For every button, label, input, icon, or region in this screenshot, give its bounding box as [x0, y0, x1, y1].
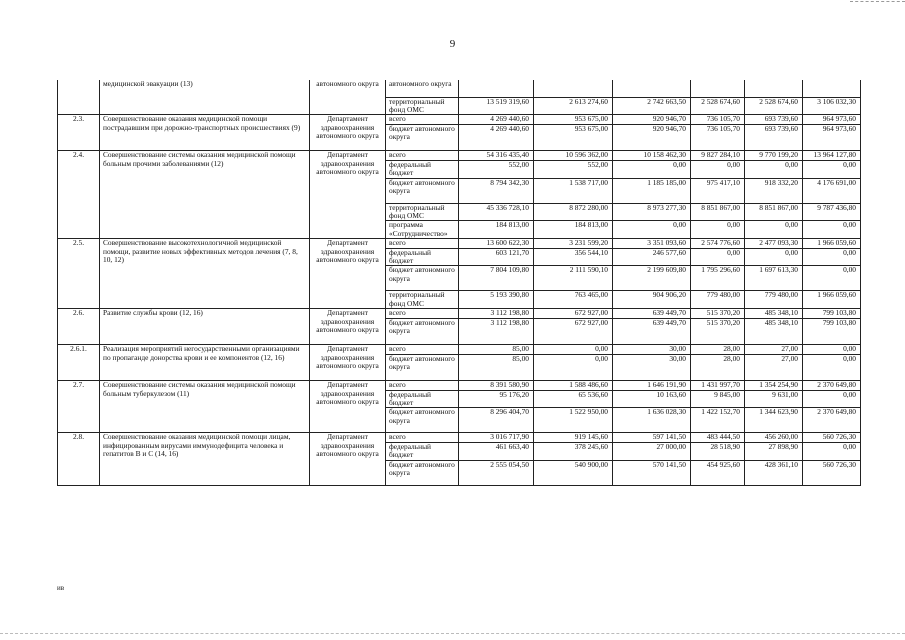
- amount-year: 1 966 059,60: [803, 291, 861, 309]
- funding-source: бюджет автономного округа: [386, 178, 459, 203]
- amount-year: 0,00: [803, 160, 861, 178]
- amount-year: 2 528 674,60: [691, 97, 745, 115]
- page-number: 9: [449, 38, 456, 50]
- amount-total: 603 121,70: [459, 248, 534, 266]
- amount-total: 85,00: [459, 345, 534, 354]
- funding-source: всего: [386, 433, 459, 442]
- amount-year: 27,00: [745, 354, 803, 381]
- amount-year: 964 973,60: [803, 115, 861, 124]
- amount-year: 1 636 028,30: [613, 408, 691, 433]
- amount-year: 779 480,00: [691, 291, 745, 309]
- funding-source: бюджет автономного округа: [386, 318, 459, 345]
- funding-source: федеральный бюджет: [386, 390, 459, 408]
- table-row: [58, 239, 861, 248]
- amount-year: 639 449,70: [613, 309, 691, 318]
- amount-year: 540 900,00: [534, 460, 613, 485]
- amount-year: 920 946,70: [613, 115, 691, 124]
- amount-year: 552,00: [534, 160, 613, 178]
- amount-total: 2 555 054,50: [459, 460, 534, 485]
- amount-year: 356 544,10: [534, 248, 613, 266]
- amount-year: 0,00: [745, 221, 803, 239]
- amount-year: 27,00: [745, 345, 803, 354]
- amount-total: 5 193 390,80: [459, 291, 534, 309]
- funding-source: бюджет автономного округа: [386, 460, 459, 485]
- amount-total: 8 794 342,30: [459, 178, 534, 203]
- amount-total: 3 016 717,90: [459, 433, 534, 442]
- amount-year: 28,00: [691, 345, 745, 354]
- amount-year: 0,00: [613, 160, 691, 178]
- amount-year: 515 370,20: [691, 318, 745, 345]
- executor: Департамент здравоохранения автономного округа: [310, 433, 386, 485]
- amount-total: 8 391 580,90: [459, 381, 534, 390]
- amount-year: 918 332,20: [745, 178, 803, 203]
- amount-year: [534, 80, 613, 97]
- funding-source: программа «Сотрудничество»: [386, 221, 459, 239]
- measure-name: Реализация мероприятий негосударственными организациями по пропаганде донорства крови и ее компонентов (12, 16): [100, 345, 310, 381]
- amount-year: 975 417,10: [691, 178, 745, 203]
- amount-year: 30,00: [613, 354, 691, 381]
- amount-year: 9 845,00: [691, 390, 745, 408]
- amount-year: 456 260,00: [745, 433, 803, 442]
- amount-year: 2 528 674,60: [745, 97, 803, 115]
- amount-year: 920 946,70: [613, 124, 691, 151]
- measure-name: Совершенствование системы оказания медицинской помощи больным туберкулезом (11): [100, 381, 310, 433]
- funding-source: бюджет автономного округа: [386, 354, 459, 381]
- amount-year: 1 431 997,70: [691, 381, 745, 390]
- amount-year: 0,00: [613, 221, 691, 239]
- amount-total: 8 296 404,70: [459, 408, 534, 433]
- amount-year: 2 477 093,30: [745, 239, 803, 248]
- amount-year: 953 675,00: [534, 124, 613, 151]
- amount-year: [745, 80, 803, 97]
- amount-year: 184 813,00: [534, 221, 613, 239]
- amount-total: 3 112 198,80: [459, 318, 534, 345]
- amount-year: 1 795 296,60: [691, 266, 745, 291]
- amount-year: 3 231 599,20: [534, 239, 613, 248]
- amount-year: 8 872 280,00: [534, 203, 613, 221]
- funding-source: всего: [386, 381, 459, 390]
- amount-year: 2 199 609,80: [613, 266, 691, 291]
- amount-year: 27 898,90: [745, 442, 803, 460]
- amount-year: 1 538 717,00: [534, 178, 613, 203]
- amount-total: 13 519 319,60: [459, 97, 534, 115]
- amount-year: 570 141,50: [613, 460, 691, 485]
- row-number: 2.8.: [58, 433, 100, 485]
- amount-year: 919 145,60: [534, 433, 613, 442]
- amount-total: 45 336 728,10: [459, 203, 534, 221]
- amount-year: 4 176 691,00: [803, 178, 861, 203]
- amount-year: 964 973,60: [803, 124, 861, 151]
- amount-year: 9 631,00: [745, 390, 803, 408]
- amount-year: 597 141,50: [613, 433, 691, 442]
- amount-year: 1 354 254,90: [745, 381, 803, 390]
- executor: Департамент здравоохранения автономного округа: [310, 151, 386, 239]
- amount-year: 2 574 776,60: [691, 239, 745, 248]
- amount-year: 0,00: [803, 221, 861, 239]
- amount-year: 799 103,80: [803, 309, 861, 318]
- amount-year: 1 588 486,60: [534, 381, 613, 390]
- amount-year: 485 348,10: [745, 309, 803, 318]
- amount-year: 693 739,60: [745, 115, 803, 124]
- amount-year: 0,00: [803, 345, 861, 354]
- funding-source: всего: [386, 239, 459, 248]
- amount-year: 8 851 867,00: [745, 203, 803, 221]
- executor: Департамент здравоохранения автономного округа: [310, 239, 386, 309]
- funding-source: территориальный фонд ОМС: [386, 97, 459, 115]
- amount-year: 0,00: [691, 248, 745, 266]
- amount-total: 4 269 440,60: [459, 124, 534, 151]
- table-row: [58, 345, 861, 354]
- footer-initials: ив: [57, 584, 65, 592]
- funding-source: бюджет автономного округа: [386, 266, 459, 291]
- row-number: 2.5.: [58, 239, 100, 309]
- amount-year: [691, 80, 745, 97]
- amount-year: 0,00: [745, 248, 803, 266]
- row-number: 2.3.: [58, 115, 100, 151]
- amount-year: 693 739,60: [745, 124, 803, 151]
- amount-year: 515 370,20: [691, 309, 745, 318]
- amount-year: 1 646 191,90: [613, 381, 691, 390]
- amount-year: 10 596 362,00: [534, 151, 613, 160]
- funding-source: федеральный бюджет: [386, 248, 459, 266]
- amount-year: 0,00: [745, 160, 803, 178]
- amount-total: 7 804 109,80: [459, 266, 534, 291]
- amount-year: 1 522 950,00: [534, 408, 613, 433]
- table-row: [58, 151, 861, 160]
- amount-year: 8 851 867,00: [691, 203, 745, 221]
- measure-name: Развитие службы крови (12, 16): [100, 309, 310, 345]
- amount-year: 30,00: [613, 345, 691, 354]
- amount-year: 904 906,20: [613, 291, 691, 309]
- table-row: [58, 80, 861, 97]
- amount-year: 672 927,00: [534, 318, 613, 345]
- amount-year: 9 827 284,10: [691, 151, 745, 160]
- funding-source: федеральный бюджет: [386, 442, 459, 460]
- amount-year: 0,00: [803, 266, 861, 291]
- amount-year: 8 973 277,30: [613, 203, 691, 221]
- scan-edge-bottom: [0, 633, 905, 634]
- amount-year: 28 518,90: [691, 442, 745, 460]
- funding-source: всего: [386, 309, 459, 318]
- amount-year: 1 422 152,70: [691, 408, 745, 433]
- amount-year: 28,00: [691, 354, 745, 381]
- measure-name: Совершенствование оказания медицинской помощи пострадавшим при дорожно-транспортных происшествиях (9): [100, 115, 310, 151]
- executor: автономного округа: [310, 80, 386, 115]
- amount-total: 95 176,20: [459, 390, 534, 408]
- amount-year: 0,00: [803, 248, 861, 266]
- amount-year: 0,00: [691, 160, 745, 178]
- amount-total: 13 600 622,30: [459, 239, 534, 248]
- amount-year: 1 697 613,30: [745, 266, 803, 291]
- amount-year: 9 787 436,80: [803, 203, 861, 221]
- table-row: [58, 309, 861, 318]
- amount-year: 2 370 649,80: [803, 408, 861, 433]
- row-number: 2.6.1.: [58, 345, 100, 381]
- amount-year: 13 964 127,80: [803, 151, 861, 160]
- amount-total: 85,00: [459, 354, 534, 381]
- amount-year: 10 158 462,30: [613, 151, 691, 160]
- amount-year: 779 480,00: [745, 291, 803, 309]
- amount-total: [459, 80, 534, 97]
- table-row: [58, 381, 861, 390]
- table-row: [58, 115, 861, 124]
- amount-year: 0,00: [803, 354, 861, 381]
- amount-total: 54 316 435,40: [459, 151, 534, 160]
- amount-year: 0,00: [691, 221, 745, 239]
- amount-year: 736 105,70: [691, 115, 745, 124]
- program-table: [57, 80, 861, 486]
- amount-year: 953 675,00: [534, 115, 613, 124]
- amount-year: 2 613 274,60: [534, 97, 613, 115]
- amount-year: 736 105,70: [691, 124, 745, 151]
- row-number: 2.4.: [58, 151, 100, 239]
- funding-source: автономного округа: [386, 80, 459, 97]
- amount-year: 2 370 649,80: [803, 381, 861, 390]
- executor: Департамент здравоохранения автономного округа: [310, 345, 386, 381]
- funding-source: территориальный фонд ОМС: [386, 291, 459, 309]
- row-number: 2.6.: [58, 309, 100, 345]
- amount-year: 3 106 032,30: [803, 97, 861, 115]
- amount-year: 9 770 199,20: [745, 151, 803, 160]
- measure-name: медицинской эвакуации (13): [100, 80, 310, 115]
- executor: Департамент здравоохранения автономного округа: [310, 115, 386, 151]
- row-number: [58, 80, 100, 115]
- amount-total: 461 663,40: [459, 442, 534, 460]
- amount-year: 483 444,50: [691, 433, 745, 442]
- amount-year: 2 111 590,10: [534, 266, 613, 291]
- amount-year: 672 927,00: [534, 309, 613, 318]
- amount-year: 0,00: [803, 442, 861, 460]
- funding-source: бюджет автономного округа: [386, 408, 459, 433]
- funding-source: всего: [386, 151, 459, 160]
- funding-source: территориальный фонд ОМС: [386, 203, 459, 221]
- amount-year: 639 449,70: [613, 318, 691, 345]
- amount-year: 10 163,60: [613, 390, 691, 408]
- executor: Департамент здравоохранения автономного округа: [310, 309, 386, 345]
- amount-year: 246 577,60: [613, 248, 691, 266]
- measure-name: Совершенствование системы оказания медицинской помощи больным прочими заболеваниями (12): [100, 151, 310, 239]
- amount-year: 1 966 059,60: [803, 239, 861, 248]
- amount-year: 1 185 185,00: [613, 178, 691, 203]
- table-row: [58, 433, 861, 442]
- amount-total: 3 112 198,80: [459, 309, 534, 318]
- amount-year: 428 361,10: [745, 460, 803, 485]
- funding-source: бюджет автономного округа: [386, 124, 459, 151]
- funding-source: всего: [386, 115, 459, 124]
- amount-year: 0,00: [534, 345, 613, 354]
- funding-source: федеральный бюджет: [386, 160, 459, 178]
- amount-year: 3 351 093,60: [613, 239, 691, 248]
- amount-year: 485 348,10: [745, 318, 803, 345]
- amount-year: 27 000,00: [613, 442, 691, 460]
- measure-name: Совершенствование оказания медицинской помощи лицам, инфицированным вирусами иммунодефицита человека и гепатитов В и С (14, 16): [100, 433, 310, 485]
- amount-year: 2 742 663,50: [613, 97, 691, 115]
- amount-year: 560 726,30: [803, 460, 861, 485]
- amount-year: [613, 80, 691, 97]
- executor: Департамент здравоохранения автономного округа: [310, 381, 386, 433]
- amount-year: [803, 80, 861, 97]
- amount-year: 378 245,60: [534, 442, 613, 460]
- amount-year: 454 925,60: [691, 460, 745, 485]
- amount-total: 552,00: [459, 160, 534, 178]
- table-body: [58, 80, 861, 485]
- amount-year: 0,00: [534, 354, 613, 381]
- row-number: 2.7.: [58, 381, 100, 433]
- scan-edge-top: [850, 1, 905, 2]
- amount-year: 0,00: [803, 390, 861, 408]
- amount-year: 799 103,80: [803, 318, 861, 345]
- funding-source: всего: [386, 345, 459, 354]
- measure-name: Совершенствование высокотехнологичной медицинской помощи, развитие новых эффективных методов лечения (7, 8, 10, 12): [100, 239, 310, 309]
- amount-total: 184 813,00: [459, 221, 534, 239]
- amount-year: 65 536,60: [534, 390, 613, 408]
- amount-year: 560 726,30: [803, 433, 861, 442]
- amount-year: 763 465,00: [534, 291, 613, 309]
- amount-year: 1 344 623,90: [745, 408, 803, 433]
- amount-total: 4 269 440,60: [459, 115, 534, 124]
